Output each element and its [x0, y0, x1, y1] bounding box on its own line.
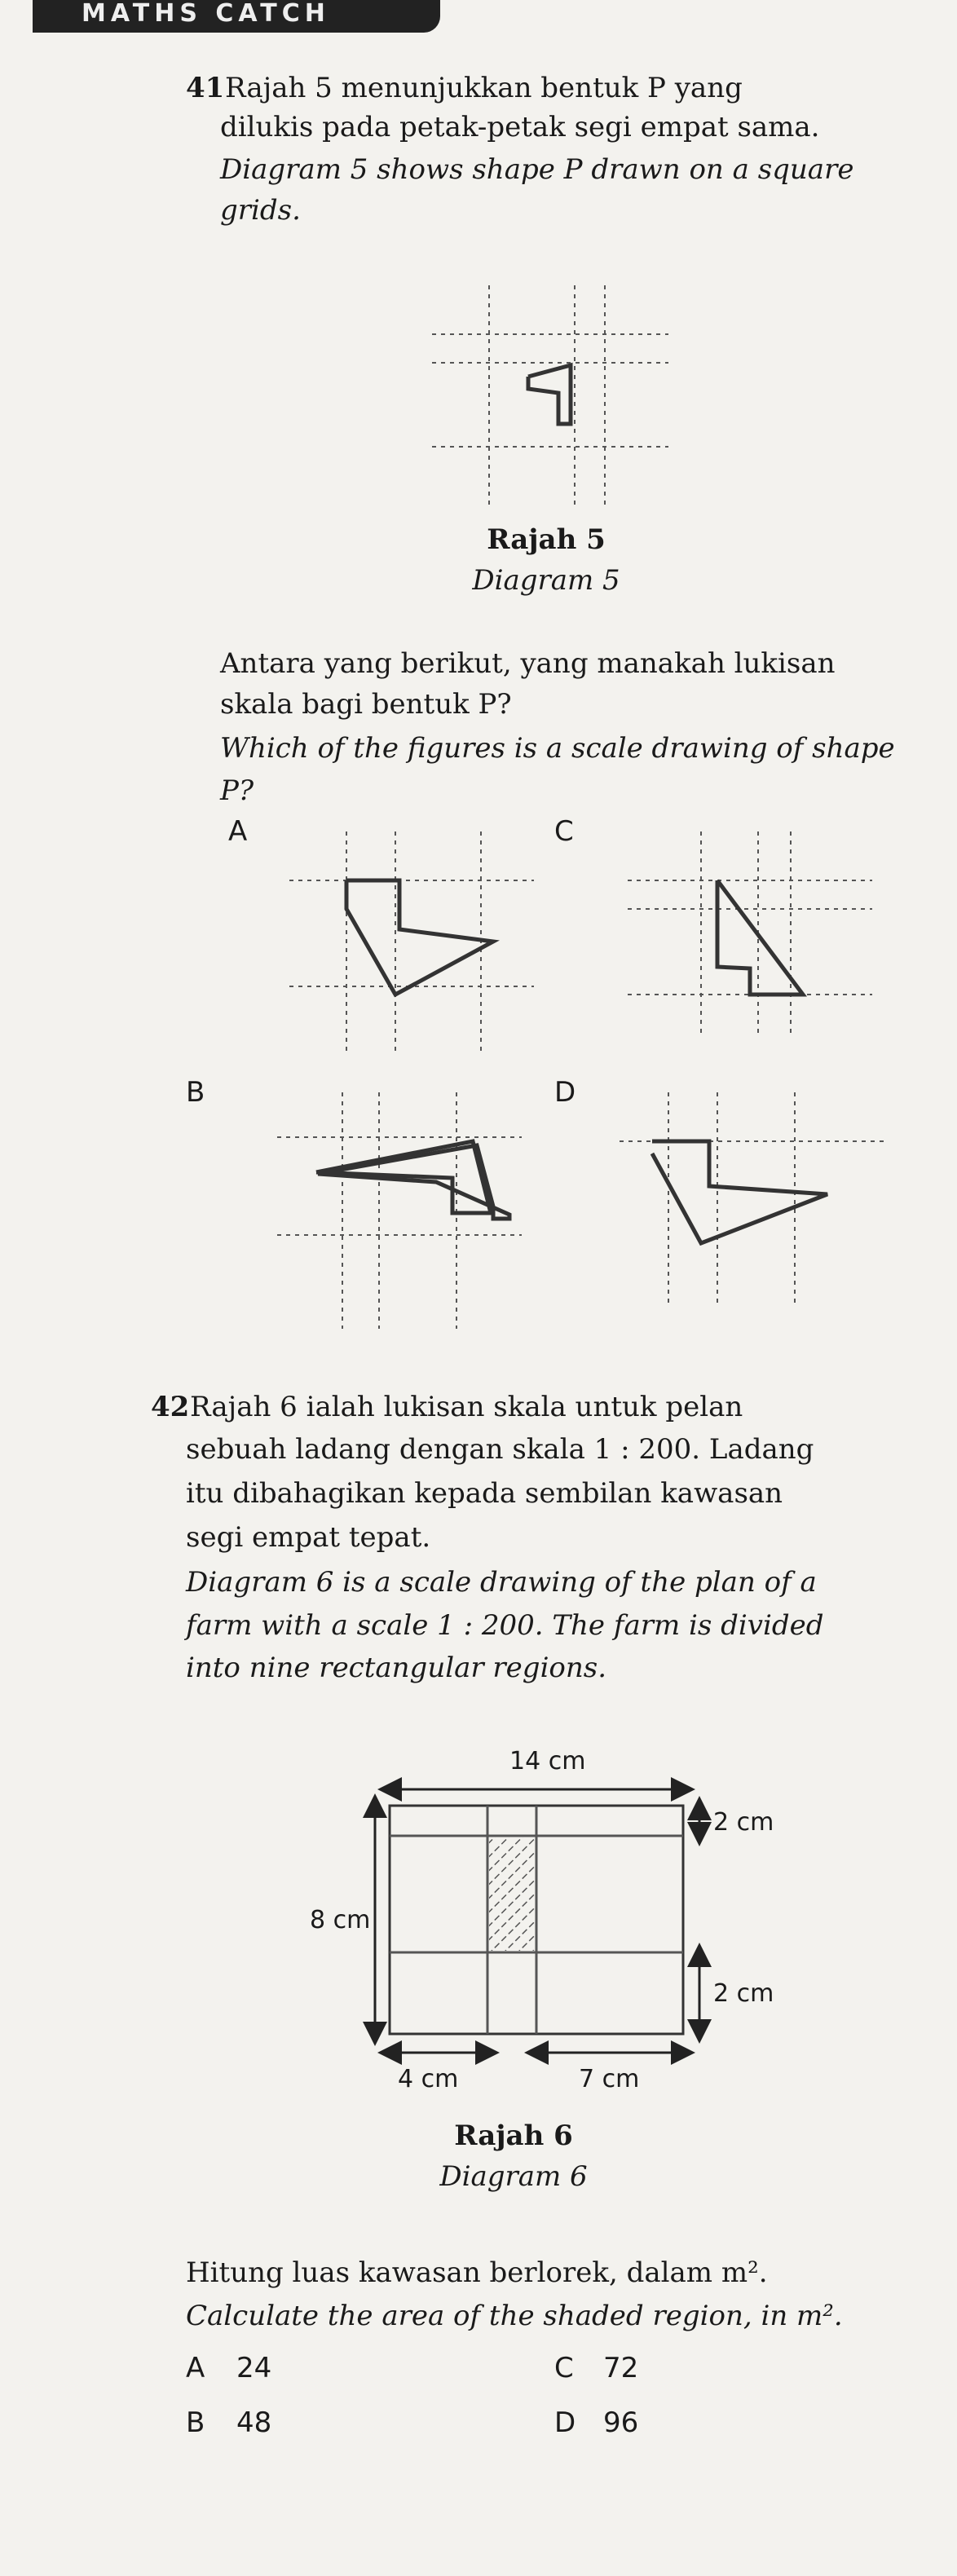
q41-question-english-line1: Which of the figures is a scale drawing of shape: [220, 732, 895, 765]
diagram-5: [424, 277, 677, 514]
answer-b-label[interactable]: B: [186, 2406, 205, 2439]
q42-number: 42: [151, 1391, 190, 1423]
diagram-5-caption-english: Diagram 5: [472, 564, 620, 597]
option-a-label[interactable]: A: [228, 815, 248, 848]
q42-english-line2: farm with a scale 1 : 200. The farm is divided: [186, 1609, 824, 1642]
q41-question-english-line2: P?: [220, 774, 254, 807]
option-b-figure[interactable]: [277, 1092, 522, 1329]
option-c-label[interactable]: C: [554, 815, 574, 848]
answer-a-label[interactable]: A: [186, 2352, 205, 2384]
answer-c-value[interactable]: 72: [603, 2352, 639, 2384]
answer-d-label[interactable]: D: [554, 2406, 576, 2439]
option-d-label[interactable]: D: [554, 1076, 576, 1109]
q42-english-line1: Diagram 6 is a scale drawing of the plan of a: [186, 1566, 817, 1599]
answer-b-value[interactable]: 48: [236, 2406, 272, 2439]
dim-right-col-label: 7 cm: [579, 2065, 640, 2093]
q41-english-line1: Diagram 5 shows shape P drawn on a square: [220, 153, 854, 186]
dim-height-label: 8 cm: [310, 1906, 371, 1934]
dim-bottom-strip-label: 2 cm: [713, 1979, 774, 2008]
q42-malay-line4: segi empat tepat.: [186, 1521, 431, 1554]
diagram-6: [310, 1745, 831, 2128]
q42-english-line3: into nine rectangular regions.: [186, 1652, 607, 1684]
option-d-figure[interactable]: [620, 1092, 889, 1304]
q41-english-line2: grids.: [220, 194, 301, 227]
dim-top-strip-label: 2 cm: [713, 1808, 774, 1837]
q41-malay-line1: Rajah 5 menunjukkan bentuk P yang: [225, 72, 743, 104]
option-b-shape: [318, 1145, 509, 1219]
q42-question-english: Calculate the area of the shaded region, in m².: [186, 2300, 843, 2332]
diagram-5-caption-malay: Rajah 5: [487, 523, 606, 556]
diagram-6-caption-english: Diagram 6: [439, 2160, 588, 2193]
q42-malay-line2: sebuah ladang dengan skala 1 : 200. Ladang: [186, 1433, 814, 1466]
dim-width-label: 14 cm: [509, 1747, 586, 1775]
option-b-label[interactable]: B: [186, 1076, 205, 1109]
option-c-figure[interactable]: [628, 831, 872, 1035]
q42-malay-line1: Rajah 6 ialah lukisan skala untuk pelan: [190, 1391, 743, 1423]
answer-a-value[interactable]: 24: [236, 2352, 272, 2384]
q41-question-malay-line1: Antara yang berikut, yang manakah lukisan: [220, 647, 836, 680]
shape-p: [528, 365, 571, 424]
q42-malay-line3: itu dibahagikan kepada sembilan kawasan: [186, 1477, 783, 1510]
q41-question-malay-line2: skala bagi bentuk P?: [220, 688, 512, 721]
option-d-shape: [652, 1141, 827, 1243]
diagram-6-caption-malay: Rajah 6: [454, 2119, 573, 2152]
dim-left-col-label: 4 cm: [398, 2065, 459, 2093]
option-a-figure[interactable]: [289, 831, 534, 1052]
answer-d-value[interactable]: 96: [603, 2406, 639, 2439]
q42-question-malay: Hitung luas kawasan berlorek, dalam m².: [186, 2256, 768, 2289]
answer-c-label[interactable]: C: [554, 2352, 574, 2384]
q41-number: 41: [186, 72, 225, 104]
shaded-region: [489, 1837, 535, 1951]
header-banner: MATHS CATCH: [33, 0, 440, 33]
option-a-shape: [346, 880, 493, 995]
q41-malay-line2: dilukis pada petak-petak segi empat sama.: [220, 111, 820, 143]
